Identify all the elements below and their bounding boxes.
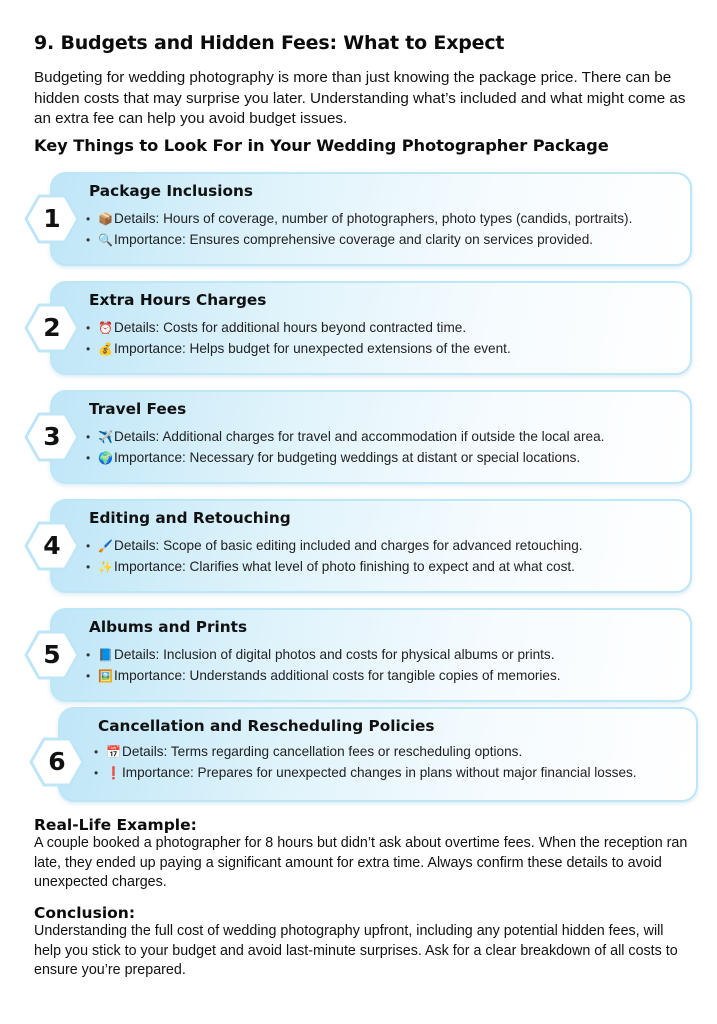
bullet-dot: •	[86, 669, 91, 683]
calendar-icon: 📅	[106, 745, 121, 759]
globe-icon: 🌍	[98, 451, 113, 465]
card-bullets	[86, 317, 511, 359]
details-line	[86, 317, 511, 338]
step-number: 4	[43, 531, 61, 560]
card-title: Albums and Prints	[89, 618, 248, 636]
step-number: 3	[43, 422, 61, 451]
importance-text: Importance: Understands additional costs for tangible copies of memories.	[114, 668, 561, 683]
package-item-card	[58, 707, 698, 802]
conclusion-text: Understanding the full cost of wedding photography upfront, including any potential hidden fees, will help you stick to your budget and avoid last-minute surprises. Ask for a clear breakdown of all costs to ensure you’re prepared.	[34, 923, 678, 978]
details-line	[86, 644, 561, 665]
importance-line	[86, 665, 561, 686]
importance-line	[86, 556, 583, 577]
step-number: 6	[48, 747, 66, 776]
bullet-dot: •	[86, 233, 91, 247]
importance-text: Importance: Necessary for budgeting weddings at distant or special locations.	[114, 450, 581, 465]
sparkles-icon: ✨	[98, 560, 113, 574]
paintbrush-icon: 🖌️	[98, 539, 113, 553]
step-number: 2	[43, 313, 61, 342]
importance-line	[86, 338, 511, 359]
magnifier-icon: 🔍	[98, 233, 113, 247]
details-text: Details: Inclusion of digital photos and costs for physical albums or prints.	[114, 647, 555, 662]
money-bag-icon: 💰	[98, 342, 113, 356]
page-title: 9. Budgets and Hidden Fees: What to Expect	[34, 32, 505, 54]
details-line	[94, 741, 637, 762]
airplane-icon: ✈️	[98, 430, 113, 444]
card-title: Cancellation and Rescheduling Policies	[98, 717, 435, 735]
importance-line	[94, 762, 637, 783]
importance-text: Importance: Helps budget for unexpected extensions of the event.	[114, 341, 511, 356]
card-title: Package Inclusions	[89, 182, 253, 200]
details-line	[86, 535, 583, 556]
importance-line	[86, 447, 604, 468]
step-number-badge	[24, 412, 80, 462]
bullet-dot: •	[86, 648, 91, 662]
bullet-dot: •	[86, 342, 91, 356]
package-icon: 📦	[98, 212, 113, 226]
importance-text: Importance: Clarifies what level of photo finishing to expect and at what cost.	[114, 559, 575, 574]
bullet-dot: •	[86, 212, 91, 226]
bullet-dot: •	[94, 745, 99, 759]
details-text: Details: Scope of basic editing included and charges for advanced retouching.	[114, 538, 583, 553]
alarm-clock-icon: ⏰	[98, 321, 113, 335]
bullet-dot: •	[86, 321, 91, 335]
step-number: 1	[43, 204, 61, 233]
card-bullets	[94, 741, 637, 783]
step-number-badge	[29, 737, 85, 787]
importance-text: Importance: Ensures comprehensive coverage and clarity on services provided.	[114, 232, 594, 247]
framed-picture-icon: 🖼️	[98, 669, 113, 683]
example-text: A couple booked a photographer for 8 hours but didn’t ask about overtime fees. When the reception ran late, they ended up paying a significant amount for extra time. Always confirm these details to avoid unexpected charges.	[34, 835, 688, 890]
importance-line	[86, 229, 632, 250]
details-text: Details: Additional charges for travel and accommodation if outside the local area.	[114, 429, 605, 444]
example-heading: Real-Life Example:	[34, 816, 197, 834]
importance-text: Importance: Prepares for unexpected changes in plans without major financial losses.	[122, 765, 637, 780]
card-bullets	[86, 535, 583, 577]
card-bullets	[86, 208, 632, 250]
package-item-card	[50, 172, 692, 266]
bullet-dot: •	[86, 451, 91, 465]
card-title: Travel Fees	[89, 400, 187, 418]
step-number-badge	[24, 194, 80, 244]
details-line	[86, 426, 604, 447]
section-subtitle: Key Things to Look For in Your Wedding Photographer Package	[34, 136, 609, 155]
package-item-card	[50, 608, 692, 702]
bullet-dot: •	[86, 560, 91, 574]
conclusion-heading: Conclusion:	[34, 904, 136, 922]
card-bullets	[86, 644, 561, 686]
exclamation-icon: ❗	[106, 766, 121, 780]
package-item-card	[50, 499, 692, 593]
bullet-dot: •	[94, 766, 99, 780]
step-number: 5	[43, 640, 61, 669]
blue-book-icon: 📘	[98, 648, 113, 662]
details-line	[86, 208, 632, 229]
bullet-dot: •	[86, 430, 91, 444]
card-title: Extra Hours Charges	[89, 291, 267, 309]
bullet-dot: •	[86, 539, 91, 553]
step-number-badge	[24, 521, 80, 571]
step-number-badge	[24, 630, 80, 680]
intro-paragraph: Budgeting for wedding photography is more than just knowing the package price. There can be hidden costs that may surprise you later. Understanding what’s included and what might come as an extra fee can help you avoid budget issues.	[34, 69, 686, 127]
details-text: Details: Hours of coverage, number of photographers, photo types (candids, portraits).	[114, 211, 633, 226]
details-text: Details: Costs for additional hours beyond contracted time.	[114, 320, 467, 335]
details-text: Details: Terms regarding cancellation fees or rescheduling options.	[122, 744, 523, 759]
package-item-card	[50, 390, 692, 484]
package-item-card	[50, 281, 692, 375]
step-number-badge	[24, 303, 80, 353]
card-bullets	[86, 426, 604, 468]
card-title: Editing and Retouching	[89, 509, 291, 527]
